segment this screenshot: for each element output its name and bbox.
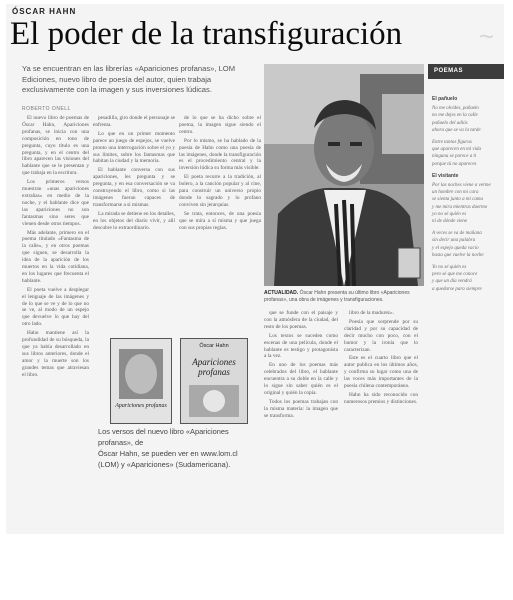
poem-line: y el espejo queda vacío bbox=[432, 245, 479, 251]
paragraph: El hablante conversa con sus apariciones, les pregunta y se pregunta, y en esa conversación se va construyendo el libro, como si las imágenes fueran capaces de transformarse a sí mismas. bbox=[93, 167, 175, 208]
article-column-1 bbox=[22, 115, 89, 481]
photo-caption bbox=[264, 290, 424, 303]
poem bbox=[432, 173, 504, 225]
promo-line: Óscar Hahn, se pueden ver en www.lom.cl bbox=[98, 449, 238, 458]
promo-line: Los versos del nuevo libro «Apariciones profanas», de bbox=[98, 427, 229, 447]
caption-label: ACTUALIDAD. bbox=[264, 290, 299, 296]
headline: El poder de la transfiguración bbox=[10, 16, 403, 52]
paragraph: Este es el cuarto libro que el autor publica en los últimos años, y confirma su lugar como una de las voces más importantes de la poesía chilena contemporánea. bbox=[344, 355, 418, 390]
paragraph: La mirada se detiene en los detalles, en los objetos del diario vivir, y allí descubre lo extraordinario. bbox=[93, 210, 175, 231]
paragraph: El poeta recurre a la tradición, al bolero, a la canción popular y al cine, para construir un universo propio donde lo sagrado y lo profano conviven sin jerarquías. bbox=[179, 174, 261, 208]
poem-line: a quedarse para siempre bbox=[432, 286, 482, 292]
poem-line: sin decir una palabra bbox=[432, 238, 476, 244]
book-cover-art bbox=[111, 339, 171, 423]
poems-sidebar bbox=[428, 64, 504, 494]
paragraph: Hahn ha sido reconocido con numerosos premios y distinciones. bbox=[344, 391, 418, 405]
book-covers bbox=[110, 338, 260, 422]
bleed-through-text: ~ bbox=[478, 21, 494, 51]
poem-line: yo no sé quién es bbox=[432, 211, 467, 217]
paragraph: Poesía que sorprende por su claridad y por su capacidad de decir mucho con poco, con el humor y la ironía que lo caracterizan. bbox=[344, 318, 418, 353]
poem-line: y me mira mientras duermo bbox=[432, 204, 488, 210]
sidebar-header: POEMAS bbox=[428, 64, 504, 79]
poem-title: El visitante bbox=[432, 172, 459, 179]
paragraph: pesadilla, giro donde el personaje se enfrenta. bbox=[93, 115, 175, 128]
author-photo bbox=[264, 64, 424, 286]
poem-line: no me dejes en la calle bbox=[432, 113, 478, 119]
poem-list bbox=[432, 94, 504, 298]
poem-line: porque tú no apareces bbox=[432, 161, 477, 167]
book-cover bbox=[110, 338, 172, 424]
paragraph: que se funde con el paisaje y con la atmósfera de la ciudad, del resto de los poemas. bbox=[264, 310, 338, 330]
promo-line: (LOM) y «Apariciones» (Sudamericana). bbox=[98, 460, 231, 469]
lede: Ya se encuentran en las librerías «Apariciones profanas», LOM Ediciones, nuevo libro de poesía del autor, quien trabaja exclusivamente con la imagen y sus inversiones lúdicas. bbox=[22, 64, 236, 94]
poem-line: y que un día vendrá bbox=[432, 279, 472, 285]
article-column-2 bbox=[93, 115, 175, 335]
poem bbox=[432, 264, 504, 293]
paragraph: En uno de los poemas más celebrados del libro, el hablante encuentra a su doble en la calle y lo sigue sin saber quién es el original y quién la copia. bbox=[264, 362, 338, 396]
article-column-4 bbox=[264, 310, 338, 494]
poem-line: pero sé que me conoce bbox=[432, 272, 478, 278]
poem-line: que aparecen en mi vida bbox=[432, 147, 481, 153]
article-column-5 bbox=[344, 310, 418, 494]
poem-line: No me olvides, pañuelo bbox=[432, 106, 479, 112]
poem-title: El pañuelo bbox=[432, 96, 458, 102]
paragraph: Lo que en un primer momento parece un juego de espejos, se vuelve pronto una interrogación sobre el yo y sus límites, sobre los fantasmas que habitan la ciudad y la memoria. bbox=[93, 130, 175, 165]
byline: ROBERTO ONELL bbox=[22, 106, 71, 112]
poem-line: un hombre con mi cara bbox=[432, 190, 479, 196]
paragraph: Hahn mantiene así la profundidad de su búsqueda, la que ya había desarrollado en sus libros anteriores, donde el amor y la muerte son los grandes temas que atraviesan el libro. bbox=[22, 330, 89, 378]
author-portrait-image bbox=[264, 64, 424, 286]
poem-line: Yo no sé quién es bbox=[432, 265, 467, 271]
book-title: Apariciones profanas bbox=[115, 403, 167, 409]
poem-line: ni de dónde viene bbox=[432, 219, 468, 225]
poem-line: Por las noches viene a verme bbox=[432, 183, 491, 189]
kicker: ÓSCAR HAHN bbox=[12, 7, 77, 16]
book-cover bbox=[180, 338, 248, 424]
poem-line: ninguna se parece a ti bbox=[432, 154, 477, 160]
poem bbox=[432, 230, 504, 259]
poem-line: ahora que se va la tarde bbox=[432, 127, 481, 133]
paragraph: libro de la madurez». bbox=[349, 310, 395, 316]
poem-line: A veces se va de mañana bbox=[432, 231, 482, 237]
paragraph: de lo que se ha dicho sobre el poema, la imagen sigue siendo el centro. bbox=[179, 115, 261, 135]
paragraph: Los primeros versos muestran «unas apariciones extrañas» en medio de la noche, y el hablante dice que las apariciones no son fantasmas sino seres que vienen desde otros tiempos. bbox=[22, 179, 89, 227]
poem-line: Entre tantas figuras bbox=[432, 140, 472, 146]
book-cover-art bbox=[181, 381, 247, 421]
poem bbox=[432, 96, 504, 134]
poem-line: se sienta junto a mi cama bbox=[432, 197, 483, 203]
caption-text: Óscar Hahn presenta su último libro «Apariciones profanas», una obra de imágenes y transfiguraciones. bbox=[264, 290, 410, 303]
paragraph: El poeta vuelve a desplegar el lenguaje de las imágenes y de lo que se ve y de lo que no se ve, al modo de un espejo que devuelve lo que hay del otro lado. bbox=[22, 286, 89, 328]
paragraph: El nuevo libro de poemas de Óscar Hahn, Apariciones profanas, se inicia con una composición en tono de pregunta, cuyo título es una pregunta, y en el centro del libro aparecen las visiones del hablante que se le presentan y que trabaja en la escritura. bbox=[22, 115, 89, 177]
paragraph: Se trata, entonces, de una poesía que se mira a sí misma y que juega con sus propias reglas. bbox=[179, 210, 261, 231]
article-column-3 bbox=[179, 115, 261, 335]
poem-line: hasta que vuelve la noche bbox=[432, 252, 484, 258]
paragraph: Todos los poemas trabajan con la misma materia: la imagen que se transforma. bbox=[264, 398, 338, 419]
book-title: Apariciones profanas bbox=[192, 357, 236, 377]
paragraph: Los textos se suceden como escenas de una película, donde el hablante es testigo y protagonista a la vez. bbox=[264, 332, 338, 360]
paragraph: Por lo mismo, se ha hablado de la poesía de Hahn como una poesía de las imágenes, donde la transfiguración es el procedimiento central y la inversión lúdica su forma más visible. bbox=[179, 137, 261, 172]
promo-box bbox=[98, 426, 260, 470]
poem-line: pañuelo del adiós bbox=[432, 120, 468, 126]
paragraph: Más adelante, primero en el poema titulado «Fantasma de la calle», y en otros poemas que siguen, se desarrolla la idea de la aparición de los muertos en la vida cotidiana, en los lugares que frecuenta el hablante. bbox=[22, 229, 89, 284]
book-author: Óscar Hahn bbox=[199, 343, 229, 349]
poem bbox=[432, 139, 504, 168]
newspaper-clipping bbox=[6, 4, 504, 534]
